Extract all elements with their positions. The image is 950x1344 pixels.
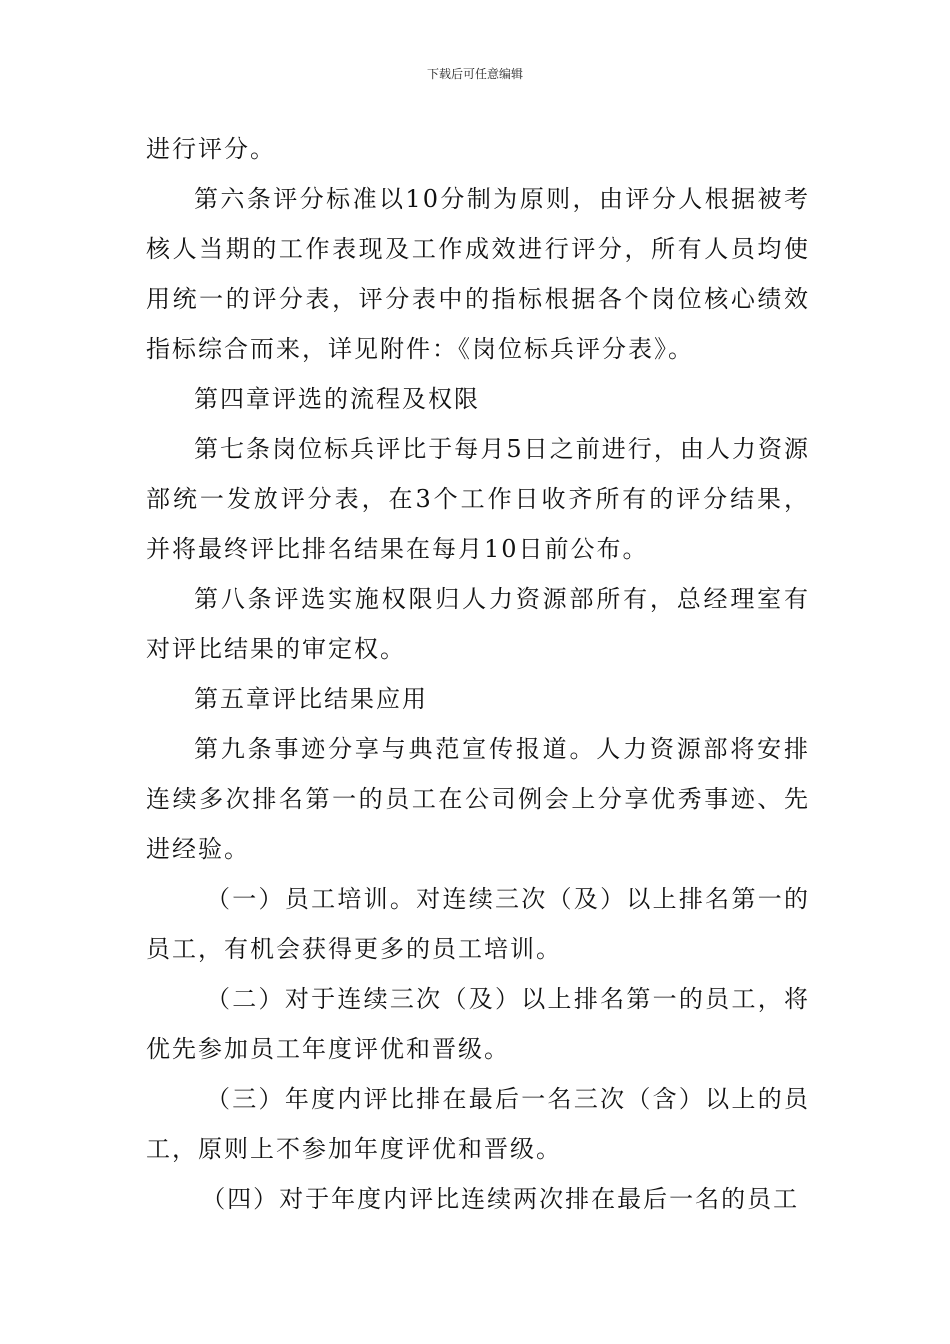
paragraph-article-8: 第八条评选实施权限归人力资源部所有，总经理室有对评比结果的审定权。	[146, 585, 810, 663]
list-item-2: （二）对于连续三次（及）以上排名第一的员工，将优先参加员工年度评优和晋级。	[146, 985, 810, 1063]
list-item-3: （三）年度内评比排在最后一名三次（含）以上的员工，原则上不参加年度评优和晋级。	[146, 1085, 810, 1163]
paragraph-article-6: 第六条评分标准以10分制为原则，由评分人根据被考核人当期的工作表现及工作成效进行评分，所有人员均使用统一的评分表，评分表中的指标根据各个岗位核心绩效指标综合而来，详见附件：《岗位标兵评分表》。	[146, 185, 810, 363]
chapter-heading-5: 第五章评比结果应用	[194, 685, 428, 713]
page-header-note: 下载后可任意编辑	[426, 67, 523, 81]
document-body	[146, 124, 810, 1224]
chapter-heading-4: 第四章评选的流程及权限	[194, 385, 480, 413]
paragraph-article-7: 第七条岗位标兵评比于每月5日之前进行，由人力资源部统一发放评分表，在3个工作日收齐所有的评分结果，并将最终评比排名结果在每月10日前公布。	[146, 435, 810, 563]
list-item-1: （一）员工培训。对连续三次（及）以上排名第一的员工，有机会获得更多的员工培训。	[146, 885, 810, 963]
list-item-4: （四）对于年度内评比连续两次排在最后一名的员工	[201, 1185, 800, 1213]
paragraph-continuation: 进行评分。	[146, 135, 276, 163]
paragraph-article-9: 第九条事迹分享与典范宣传报道。人力资源部将安排连续多次排名第一的员工在公司例会上分享优秀事迹、先进经验。	[146, 735, 810, 863]
